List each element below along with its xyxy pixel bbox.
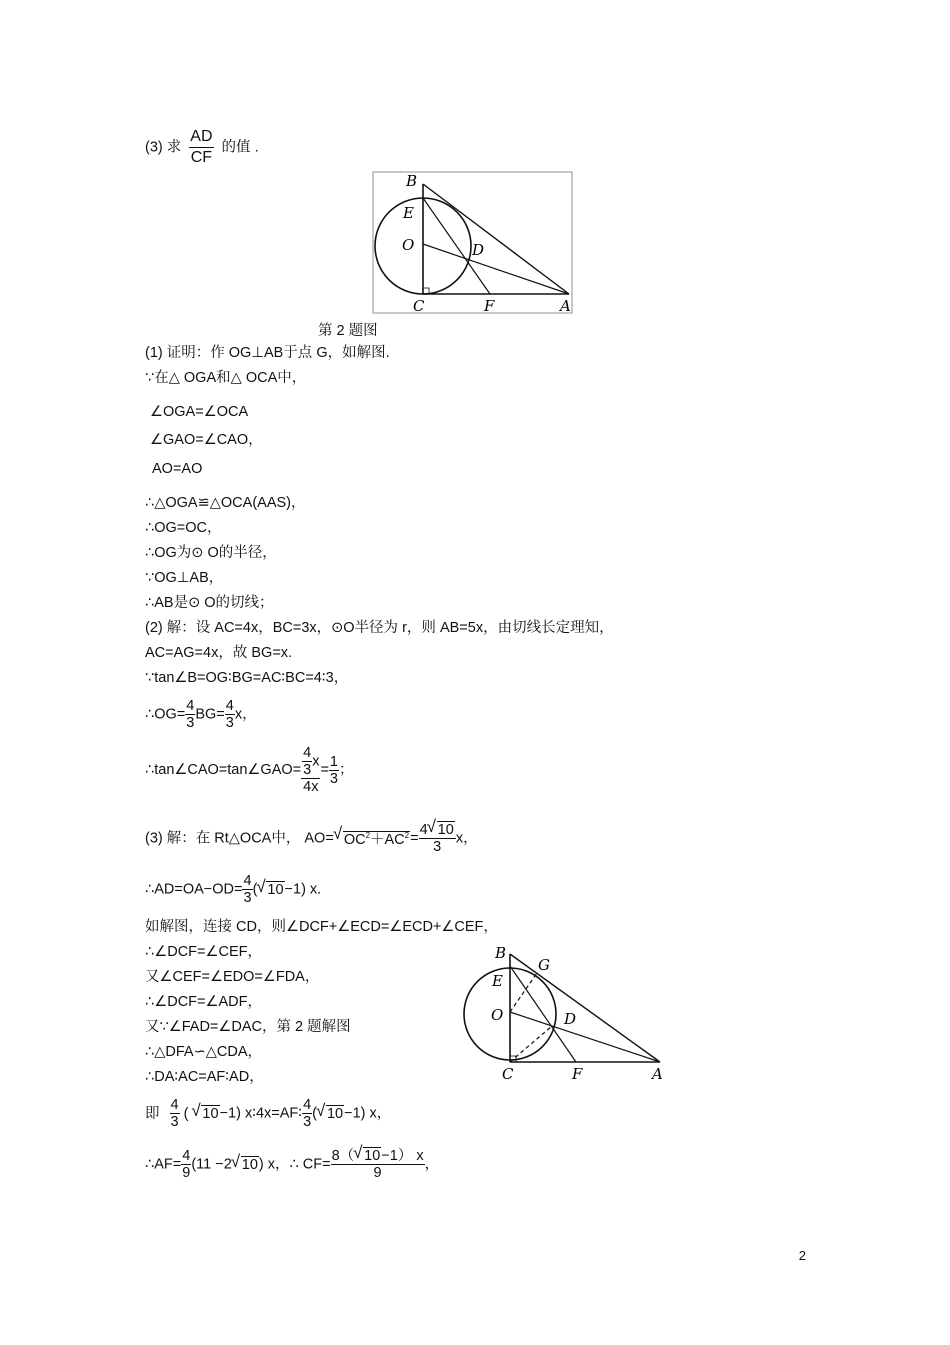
sqrt-10 <box>317 1105 344 1123</box>
sqrt-oc-ac <box>334 828 410 850</box>
line-d-text: 又∵∠FAD=∠DAC， <box>145 1019 277 1035</box>
figure-2-caption: 第 2 题解图 <box>276 1019 351 1035</box>
sol1-line-10: ∴AB是⊙ O的切线； <box>145 595 274 611</box>
sol3-line-b: 又∠CEF=∠EDO=∠FDA， <box>145 969 320 985</box>
af-tail: ) x，∴ CF= <box>258 1156 331 1173</box>
frac-num: 4 <box>243 873 252 889</box>
cf-den: 9 <box>373 1165 382 1181</box>
sol1-line-2: ∵在△ OGA和△ OCA中， <box>145 370 307 386</box>
fig2-label-o: O <box>491 1006 504 1024</box>
q3-num: AD <box>189 127 213 148</box>
frac-den: 3 <box>186 715 195 731</box>
frac-den: 3 <box>170 1114 179 1130</box>
fig2-label-g: G <box>538 956 550 974</box>
tan-num-inner <box>302 745 312 778</box>
sqrt-radicand <box>343 831 410 848</box>
q3-den: CF <box>190 149 213 166</box>
og-mid: BG= <box>195 706 225 723</box>
frac-num: 4 <box>303 745 312 761</box>
figure-1 <box>372 170 574 316</box>
ao-den: 3 <box>433 839 442 855</box>
frac-num: 4 <box>225 698 234 714</box>
fig1-label-f: F <box>484 297 495 315</box>
og-prefix: ∴OG= <box>145 706 186 723</box>
radicand: 10 <box>437 822 454 838</box>
sq: 2 <box>365 831 371 841</box>
sol3-ad-line <box>145 873 321 906</box>
frac-4-3-b <box>225 698 235 731</box>
ad-prefix: ∴AD=OA−OD= <box>145 881 243 898</box>
frac-4-3 <box>185 698 195 731</box>
sol3-ji-line <box>145 1097 391 1130</box>
sol1-line-4: ∠GAO=∠CAO， <box>150 432 263 448</box>
q3-suffix: 的值 . <box>221 139 259 156</box>
sol3-cd-line: 如解图，连接 CD，则∠DCF+∠ECD=∠ECD+∠CEF， <box>145 919 498 935</box>
tan-num <box>301 745 320 779</box>
sol3-line-d <box>145 1018 351 1036</box>
ao-fraction <box>419 822 456 855</box>
frac-4-9 <box>181 1148 191 1181</box>
cf-num-pre: 8（ <box>331 1148 355 1164</box>
page-number: 2 <box>798 1248 806 1263</box>
ao-prefix: (3) 解：在 Rt△OCA中， AO= <box>145 830 334 847</box>
radicand: 10 <box>364 1148 381 1164</box>
fig2-label-a: A <box>652 1065 663 1083</box>
sol1-line-9: ∵OG⊥AB， <box>145 570 224 586</box>
figure-2 <box>460 942 670 1084</box>
q3-line <box>145 127 259 168</box>
sol2-og-line <box>145 698 257 731</box>
sol1-line-3: ∠OGA=∠OCA <box>150 404 249 420</box>
ac: AC <box>384 832 405 849</box>
frac-den: 3 <box>329 770 338 787</box>
figure-1-caption: 第 2 题图 <box>318 323 378 339</box>
sol1-line-5: AO=AO <box>152 461 203 477</box>
frac-den: 3 <box>303 762 312 778</box>
sol2-tan-line <box>145 745 354 795</box>
cf-num <box>331 1148 425 1165</box>
fig1-label-o: O <box>402 236 415 254</box>
frac-den: 3 <box>243 890 252 906</box>
frac-num: 4 <box>182 1148 191 1164</box>
fig1-label-e: E <box>403 204 414 222</box>
af-prefix: ∴AF= <box>145 1156 182 1173</box>
fig2-label-d: D <box>564 1010 577 1028</box>
ao-num-pre: 4 <box>419 822 428 838</box>
frac-num: 1 <box>329 753 338 770</box>
sol3-line-f: ∴DA∶AC=AF∶AD， <box>145 1069 264 1085</box>
frac-num: 4 <box>170 1097 179 1113</box>
ad-mid: ( <box>252 881 258 898</box>
sol2-line-3: ∵tan∠B=OG∶BG=AC∶BC=4∶3， <box>145 670 349 686</box>
frac-den: 3 <box>225 715 234 731</box>
frac-4-3-d <box>170 1097 180 1130</box>
sqrt-10 <box>232 1156 259 1174</box>
tan-semi: ； <box>339 762 354 778</box>
ao-suffix: x， <box>455 830 478 847</box>
frac-num: 4 <box>186 698 195 714</box>
fig1-label-c: C <box>413 297 425 315</box>
fig1-label-b: B <box>406 172 418 190</box>
ji: 即 <box>145 1105 160 1122</box>
tan-fraction <box>301 745 320 795</box>
af-mid: (11 −2 <box>191 1156 232 1173</box>
frac-num: 4 <box>303 1097 312 1113</box>
radicand: 10 <box>326 1105 344 1122</box>
frac-den: 9 <box>182 1165 191 1181</box>
tan-den: 4x <box>303 779 319 795</box>
og-suffix: x， <box>234 706 257 723</box>
ji-tail: −1) x， <box>344 1105 392 1122</box>
sol2-line-1: (2) 解：设 AC=4x，BC=3x，⊙O半径为 r，则 AB=5x，由切线长定理知， <box>145 620 614 636</box>
sol3-line-e: ∴△DFA∽△CDA， <box>145 1044 262 1060</box>
fig1-label-d: D <box>472 241 485 259</box>
fig1-label-a: A <box>560 297 571 315</box>
ji-mid1: ( <box>183 1105 189 1122</box>
frac-den: 3 <box>303 1114 312 1130</box>
ji-mid3: ( <box>312 1105 317 1122</box>
plus: ＋ <box>370 832 385 849</box>
sol3-line-c: ∴∠DCF=∠ADF， <box>145 994 262 1010</box>
tan-num-tail: x <box>312 753 320 770</box>
cf-fraction <box>331 1148 425 1181</box>
q3-prefix: (3) 求 <box>145 139 182 156</box>
ao-num <box>419 822 456 839</box>
oc: OC <box>343 832 366 849</box>
frac-1-3 <box>329 754 339 787</box>
sol2-line-2: AC=AG=4x，故 BG=x. <box>145 645 293 661</box>
ad-tail: −1) x. <box>284 881 322 898</box>
frac-4-3-e <box>302 1097 312 1130</box>
radicand: 10 <box>267 881 284 898</box>
fig2-label-e: E <box>492 972 503 990</box>
sol1-line-7: ∴OG=OC， <box>145 520 222 536</box>
frac-4-3-c <box>242 873 252 906</box>
cf-num-tail: −1） x <box>381 1148 424 1164</box>
sol3-ao-line <box>145 822 478 855</box>
fig2-label-c: C <box>502 1065 514 1083</box>
fig2-label-b: B <box>495 944 507 962</box>
fig2-label-f: F <box>572 1065 583 1083</box>
cf-end: ， <box>424 1156 440 1173</box>
tan-prefix: ∴tan∠CAO=tan∠GAO= <box>145 762 302 778</box>
sqrt-10 <box>428 822 455 838</box>
sq: 2 <box>404 831 410 841</box>
sol3-af-line <box>145 1148 439 1181</box>
sqrt-10 <box>257 881 284 899</box>
sol1-line-6: ∴△OGA≌△OCA(AAS)， <box>145 495 306 511</box>
sol1-line-8: ∴OG为⊙ O的半径， <box>145 545 277 561</box>
sqrt-10 <box>192 1105 219 1123</box>
radicand: 10 <box>241 1156 258 1173</box>
radicand: 10 <box>202 1105 219 1122</box>
ji-mid2: −1) x∶4x=AF∶ <box>219 1105 303 1122</box>
q3-fraction <box>189 127 213 168</box>
sol3-line-a: ∴∠DCF=∠CEF， <box>145 944 262 960</box>
tan-eq: = <box>320 762 329 778</box>
sqrt-10 <box>354 1148 381 1164</box>
ao-eq: = <box>410 830 419 847</box>
sol1-line-1: (1) 证明：作 OG⊥AB于点 G，如解图. <box>145 345 390 361</box>
